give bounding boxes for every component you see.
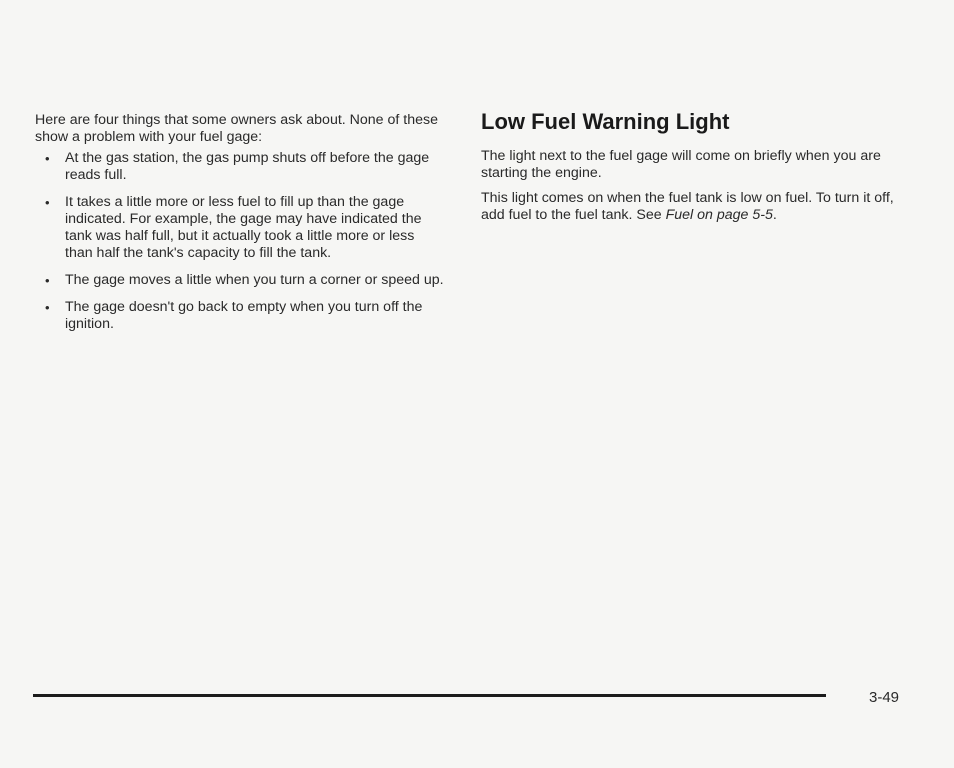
section-heading: Low Fuel Warning Light <box>481 109 730 134</box>
footer-rule <box>33 694 826 697</box>
list-item <box>35 150 445 184</box>
bullet-icon: • <box>45 300 50 315</box>
paragraph-low-fuel <box>481 190 911 224</box>
bullet-icon: • <box>45 151 50 166</box>
bullet-icon: • <box>45 195 50 210</box>
intro-paragraph: Here are four things that some owners ask about. None of these show a problem with your fuel gage: <box>35 112 438 145</box>
bullet-text: The gage doesn't go back to empty when you turn off the ignition. <box>65 299 423 332</box>
bullet-text: The gage moves a little when you turn a corner or speed up. <box>65 272 444 288</box>
paragraph-light-startup: The light next to the fuel gage will come on briefly when you are starting the engine. <box>481 148 881 181</box>
left-column <box>35 112 445 343</box>
bullet-text: It takes a little more or less fuel to fill up than the gage indicated. For example, the gage may have indicated the tank was half full, but it actually took a little more or less than half the tank's capacity to fill the tank. <box>65 194 422 261</box>
right-column <box>481 108 911 232</box>
bullet-icon: • <box>45 273 50 288</box>
page-number: 3-49 <box>869 689 900 706</box>
bullet-text: At the gas station, the gas pump shuts off before the gage reads full. <box>65 150 430 183</box>
paragraph-low-fuel-text: This light comes on when the fuel tank is low on fuel. To turn it off, add fuel to the fuel tank. See <box>481 190 894 223</box>
bullet-list <box>35 150 445 333</box>
cross-reference-link[interactable]: Fuel on page 5-5 <box>665 207 773 223</box>
paragraph-end-punctuation: . <box>772 207 777 223</box>
list-item <box>35 272 445 289</box>
list-item <box>35 194 445 262</box>
list-item <box>35 299 445 333</box>
